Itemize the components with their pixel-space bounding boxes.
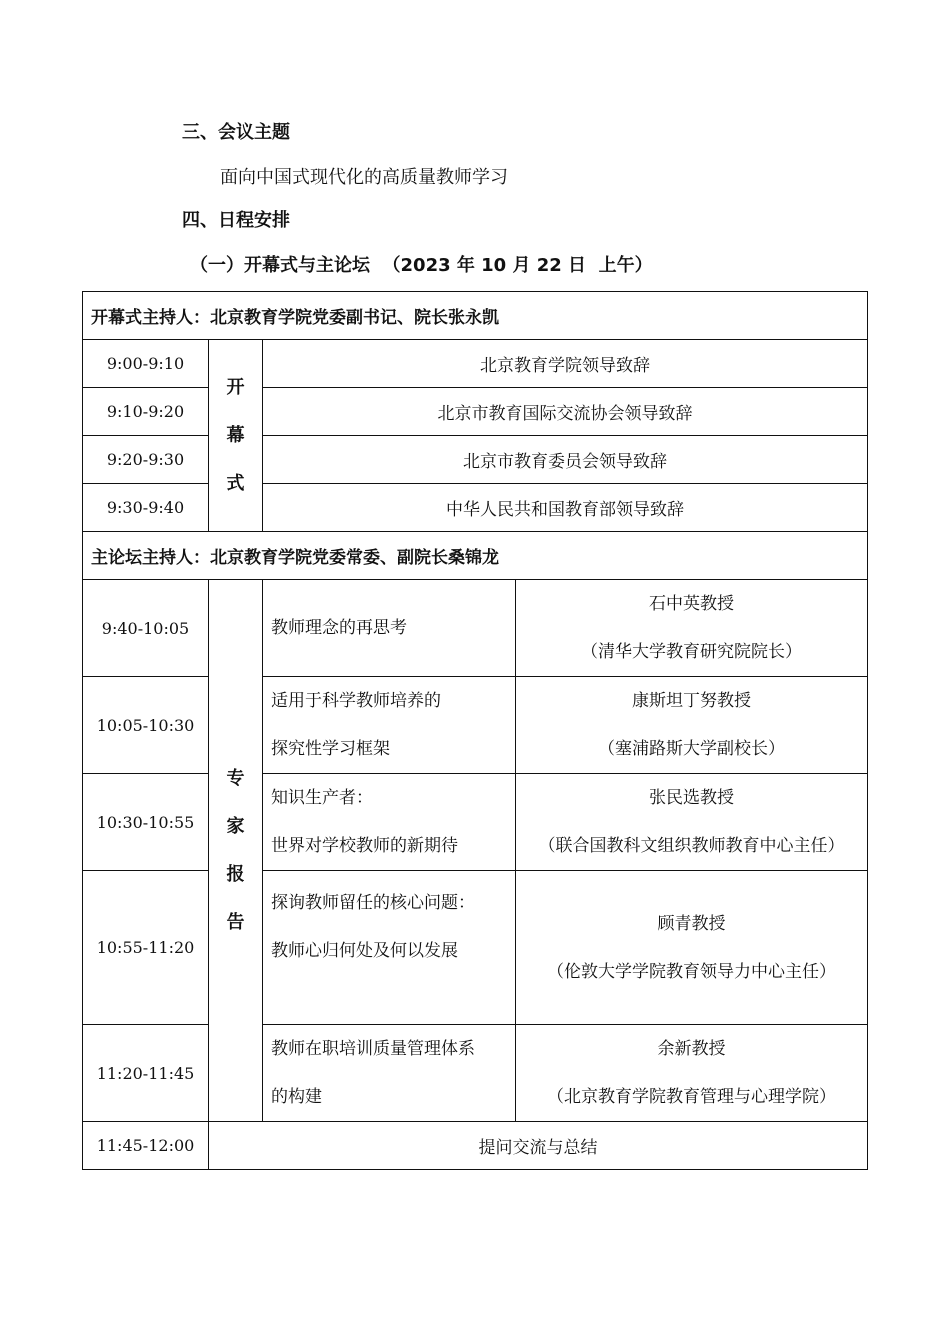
time-cell: 9:00-9:10 <box>83 340 209 388</box>
speaker-cell: 康斯坦丁努教授 （塞浦路斯大学副校长） <box>516 677 868 774</box>
table-row <box>83 1025 868 1122</box>
opening-host: 开幕式主持人：北京教育学院党委副书记、院长张永凯 <box>83 292 868 340</box>
time-cell: 10:30-10:55 <box>83 774 209 871</box>
opening-item: 北京市教育委员会领导致辞 <box>263 436 868 484</box>
table-row <box>83 436 868 484</box>
table-row <box>83 1122 868 1170</box>
topic-cell: 教师理念的再思考 <box>263 580 516 677</box>
topic-cell: 探询教师留任的核心问题： 教师心归何处及何以发展 <box>263 871 516 1025</box>
table-row <box>83 774 868 871</box>
opening-item: 北京市教育国际交流协会领导致辞 <box>263 388 868 436</box>
opening-subheading: （一）开幕式与主论坛 （2023 年 10 月 22 日 上午） <box>190 255 653 276</box>
time-cell: 9:30-9:40 <box>83 484 209 532</box>
speaker-cell: 余新教授 （北京教育学院教育管理与心理学院） <box>516 1025 868 1122</box>
opening-item: 北京教育学院领导致辞 <box>263 340 868 388</box>
time-cell: 9:20-9:30 <box>83 436 209 484</box>
table-row <box>83 580 868 677</box>
topic-cell: 教师在职培训质量管理体系 的构建 <box>263 1025 516 1122</box>
theme-heading: 三、会议主题 <box>182 122 290 143</box>
time-cell: 11:45-12:00 <box>83 1122 209 1170</box>
speaker-cell: 石中英教授 （清华大学教育研究院院长） <box>516 580 868 677</box>
time-cell: 9:10-9:20 <box>83 388 209 436</box>
time-cell: 9:40-10:05 <box>83 580 209 677</box>
table-row <box>83 388 868 436</box>
closing-item: 提问交流与总结 <box>209 1122 868 1170</box>
speaker-cell: 张民选教授 （联合国教科文组织教师教育中心主任） <box>516 774 868 871</box>
opening-label: 开 幕 式 <box>209 340 263 532</box>
topic-cell: 适用于科学教师培养的 探究性学习框架 <box>263 677 516 774</box>
schedule-table <box>82 291 868 1170</box>
table-row <box>83 484 868 532</box>
opening-item: 中华人民共和国教育部领导致辞 <box>263 484 868 532</box>
time-cell: 11:20-11:45 <box>83 1025 209 1122</box>
speaker-cell: 顾青教授 （伦敦大学学院教育领导力中心主任） <box>516 871 868 1025</box>
table-row <box>83 677 868 774</box>
table-row <box>83 340 868 388</box>
topic-cell: 知识生产者： 世界对学校教师的新期待 <box>263 774 516 871</box>
schedule-heading: 四、日程安排 <box>182 210 290 231</box>
time-cell: 10:55-11:20 <box>83 871 209 1025</box>
time-cell: 10:05-10:30 <box>83 677 209 774</box>
expert-report-label: 专 家 报 告 <box>209 580 263 1122</box>
theme-text: 面向中国式现代化的高质量教师学习 <box>220 167 508 188</box>
table-row <box>83 871 868 1025</box>
forum-host: 主论坛主持人：北京教育学院党委常委、副院长桑锦龙 <box>83 532 868 580</box>
